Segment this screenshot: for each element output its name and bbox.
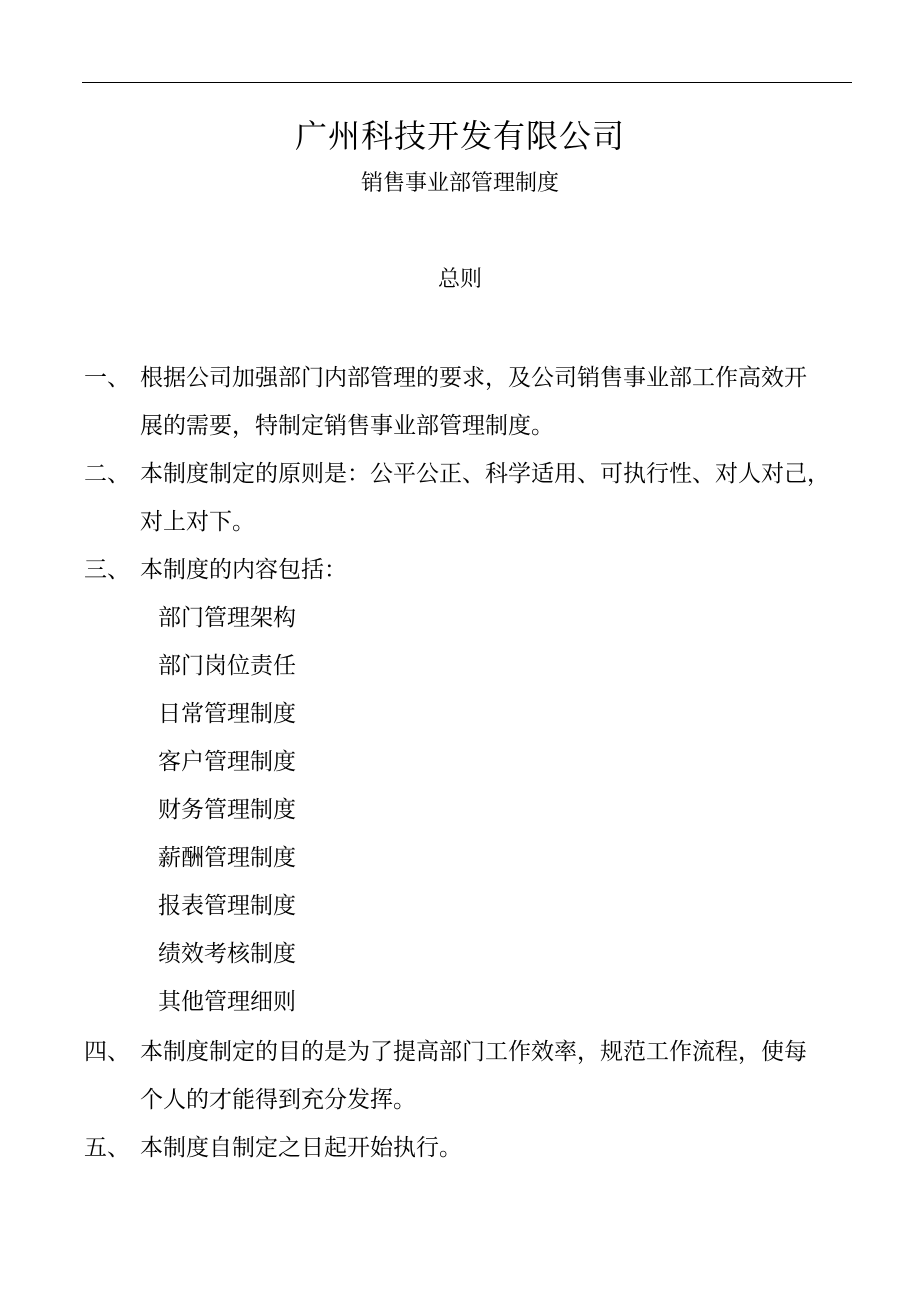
- clause-line: 本制度制定的目的是为了提高部门工作效率，规范工作流程，使每: [140, 1039, 807, 1065]
- content-item-9: 其他管理细则: [158, 989, 296, 1015]
- header-rule: [82, 82, 852, 83]
- clause-number: 三、: [84, 557, 130, 583]
- clause-text: [140, 1124, 852, 1172]
- content-item-6: 薪酬管理制度: [158, 845, 296, 871]
- content-item-5: 财务管理制度: [158, 797, 296, 823]
- content-item-1: 部门管理架构: [158, 605, 296, 631]
- document-title: 销售事业部管理制度: [360, 171, 559, 196]
- clause-line: 本制度的内容包括：: [140, 557, 347, 583]
- clause-line: 本制度自制定之日起开始执行。: [140, 1135, 462, 1161]
- clause-line: 个人的才能得到充分发挥。: [140, 1087, 416, 1113]
- clause-line: 展的需要，特制定销售事业部管理制度。: [140, 413, 554, 439]
- clause-line: 对上对下。: [140, 509, 255, 535]
- content-item-3: 日常管理制度: [158, 701, 296, 727]
- clause-text: [140, 354, 852, 450]
- clause-text: [140, 450, 852, 546]
- clause-text: [140, 546, 852, 594]
- content-item-2: 部门岗位责任: [158, 653, 296, 679]
- clause-number: 一、: [84, 365, 130, 391]
- company-name: 广州科技开发有限公司: [294, 117, 625, 155]
- clause-number: 五、: [84, 1135, 130, 1161]
- clause-number: 四、: [84, 1039, 130, 1065]
- content-item-7: 报表管理制度: [158, 893, 296, 919]
- section-heading: 总则: [437, 267, 482, 292]
- clause-line: 根据公司加强部门内部管理的要求，及公司销售事业部工作高效开: [140, 365, 807, 391]
- clause-number: 二、: [84, 461, 130, 487]
- content-item-8: 绩效考核制度: [158, 941, 296, 967]
- content-item-4: 客户管理制度: [158, 749, 296, 775]
- clause-line: 本制度制定的原则是：公平公正、科学适用、可执行性、对人对己，: [140, 461, 830, 487]
- clause-text: [140, 1028, 852, 1124]
